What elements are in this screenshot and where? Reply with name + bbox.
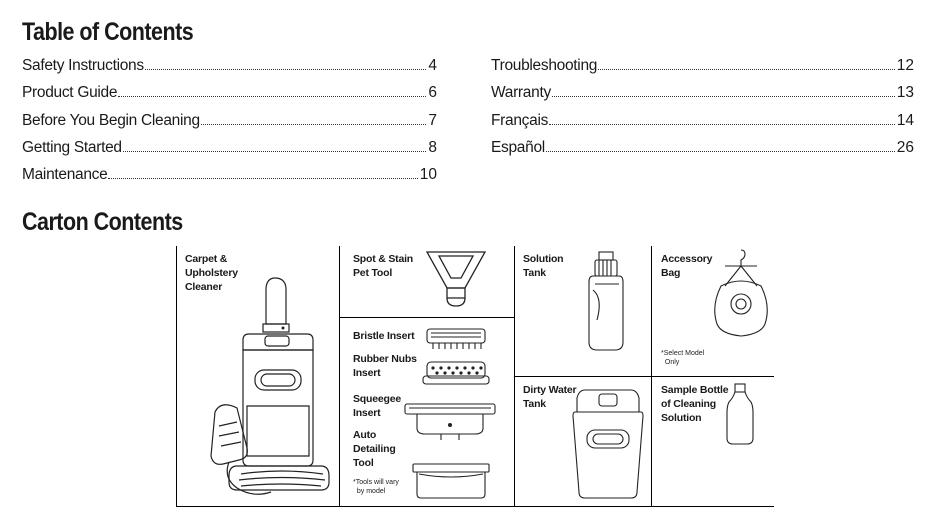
leader-dots — [201, 123, 427, 125]
sample-bottle-label: Sample Bottle of Cleaning Solution — [661, 384, 729, 424]
leader-dots — [145, 68, 427, 70]
carton-contents-grid — [176, 246, 774, 507]
auto-detailing-tool-illustration — [409, 460, 493, 502]
toc-entry[interactable] — [22, 166, 437, 193]
toc-entry[interactable] — [22, 84, 437, 111]
toc-entry[interactable] — [22, 112, 437, 139]
sample-bottle-illustration — [725, 382, 755, 446]
grid-divider — [339, 317, 514, 318]
toc-entry-title: Español — [491, 138, 545, 156]
toc-entry-page: 13 — [896, 84, 914, 102]
squeegee-insert-illustration — [401, 400, 499, 444]
toc-entry-title: Français — [491, 111, 549, 129]
solution-tank-illustration — [585, 250, 627, 354]
toc-entry-page: 10 — [419, 166, 437, 184]
spot-stain-label: Spot & Stain Pet Tool — [353, 253, 414, 279]
toc-entry-page: 7 — [428, 111, 437, 129]
squeegee-label: Squeegee Insert — [353, 393, 402, 419]
toc-heading: Table of Contents — [22, 18, 194, 46]
toc-entry-page: 6 — [428, 84, 437, 102]
leader-dots — [118, 95, 426, 97]
leader-dots — [108, 177, 417, 179]
toc-entry-title: Getting Started — [22, 138, 122, 156]
rubber-nubs-insert-illustration — [421, 358, 491, 388]
grid-divider — [514, 376, 774, 377]
toc-left-column — [22, 57, 437, 193]
dirty-water-tank-label: Dirty Water Tank — [523, 384, 577, 410]
dirty-water-tank-illustration — [571, 384, 645, 502]
toc-entry[interactable] — [22, 139, 437, 166]
leader-dots — [549, 123, 895, 125]
toc-entry-title: Troubleshooting — [491, 57, 598, 74]
select-model-note: *Select Model Only — [661, 350, 705, 366]
toc-entry-title: Before You Begin Cleaning — [22, 111, 200, 129]
toc-entry-title: Product Guide — [22, 84, 118, 102]
spot-stain-tool-illustration — [423, 250, 489, 310]
leader-dots — [546, 150, 895, 152]
toc-entry[interactable] — [491, 57, 914, 84]
grid-divider — [339, 246, 340, 506]
leader-dots — [598, 68, 895, 70]
leader-dots — [552, 95, 895, 97]
toc-right-column — [491, 57, 914, 166]
carpet-cleaner-illustration — [207, 266, 339, 504]
toc-entry-page: 12 — [896, 57, 914, 74]
auto-detailing-label: Auto Detailing Tool — [353, 429, 396, 469]
toc-entry-page: 14 — [896, 111, 914, 129]
accessory-bag-illustration — [709, 248, 775, 340]
toc-entry-title: Safety Instructions — [22, 57, 144, 74]
accessory-bag-label: Accessory Bag — [661, 253, 713, 279]
rubber-nubs-label: Rubber Nubs Insert — [353, 353, 417, 379]
bristle-insert-label: Bristle Insert — [353, 330, 415, 342]
toc-entry-title: Maintenance — [22, 166, 108, 184]
bristle-insert-illustration — [423, 325, 489, 353]
toc-entry-page: 4 — [428, 57, 437, 74]
toc-entry-page: 26 — [896, 138, 914, 156]
carton-heading: Carton Contents — [22, 208, 183, 236]
tools-note: *Tools will vary by model — [353, 479, 399, 495]
toc-entry-title: Warranty — [491, 84, 551, 102]
toc-entry[interactable] — [491, 139, 914, 166]
toc-entry[interactable] — [491, 84, 914, 111]
carpet-cleaner-label: Carpet & Upholstery Cleaner — [185, 253, 238, 293]
toc-entry[interactable] — [22, 57, 437, 84]
toc-entry[interactable] — [491, 112, 914, 139]
solution-tank-label: Solution Tank — [523, 253, 564, 279]
toc-entry-page: 8 — [428, 138, 437, 156]
leader-dots — [123, 150, 427, 152]
